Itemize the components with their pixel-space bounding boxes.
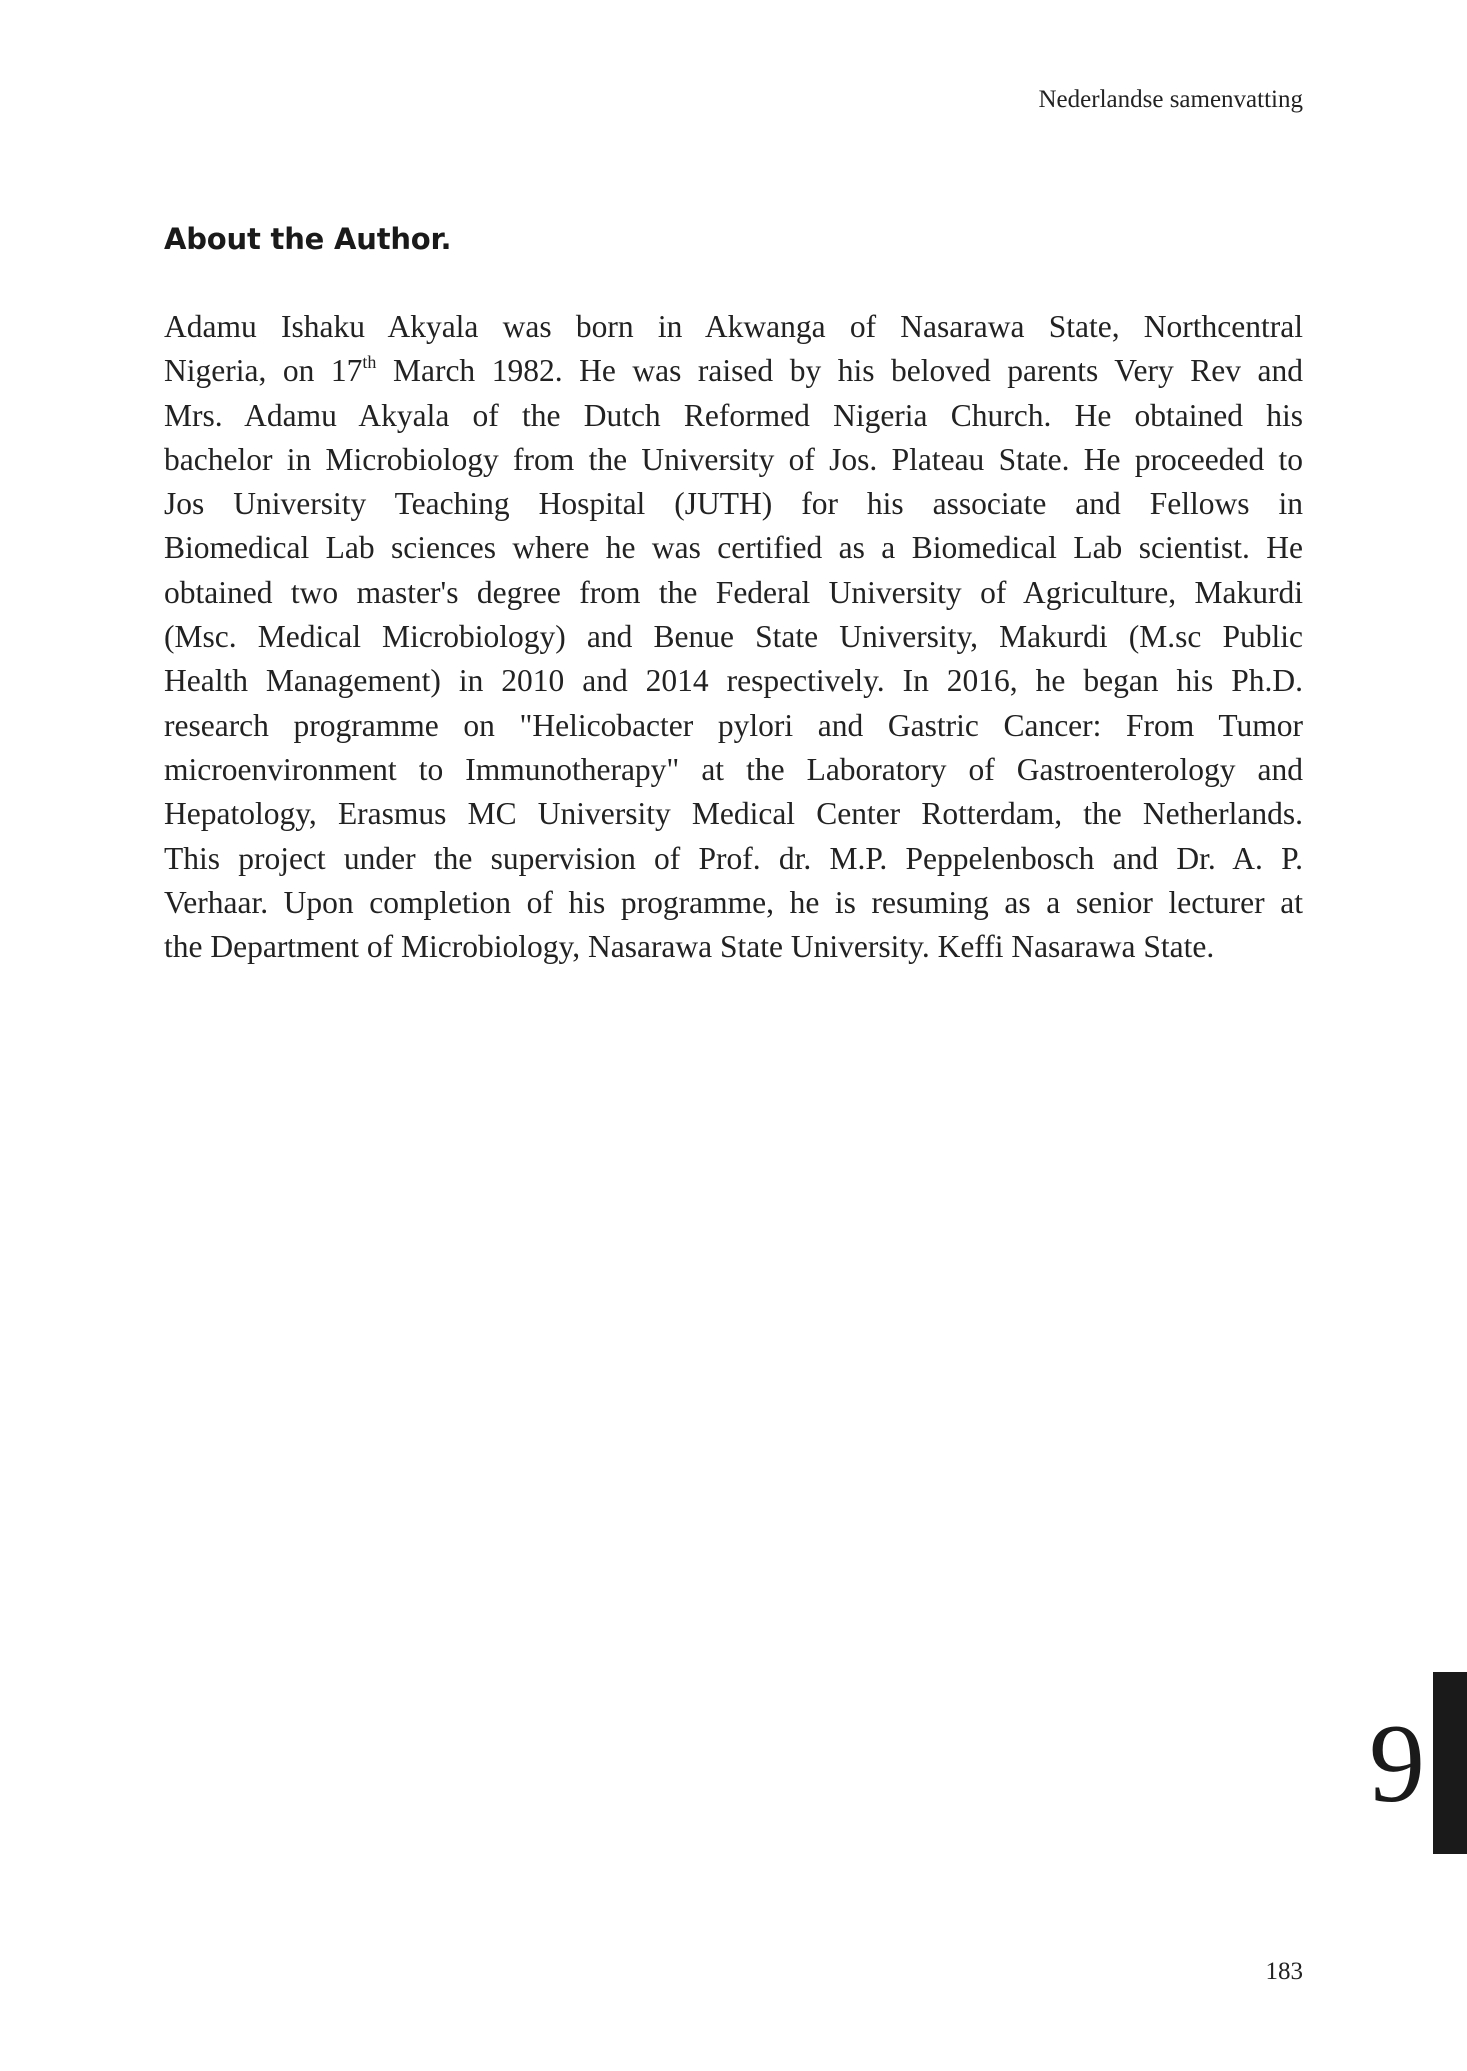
bio-line [164,349,1303,393]
bio-line: obtained two master's degree from the Federal University of Agriculture, Makurdi [164,574,1303,610]
bio-line: Hepatology, Erasmus MC University Medical Center Rotterdam, the Netherlands. [164,796,1303,832]
bio-line: Mrs. Adamu Akyala of the Dutch Reformed Nigeria Church. He obtained his [164,397,1303,433]
bio-line: Biomedical Lab sciences where he was certified as a Biomedical Lab scientist. He [164,530,1303,566]
bio-line: Verhaar. Upon completion of his programme, he is resuming as a senior lecturer at [164,884,1303,920]
bio-line: bachelor in Microbiology from the University of Jos. Plateau State. He proceeded to [164,441,1303,477]
chapter-number: 9 [1369,1702,1425,1826]
bio-line: Jos University Teaching Hospital (JUTH) for his associate and Fellows in [164,486,1303,522]
page-number: 183 [1265,1958,1303,1985]
bio-line: research programme on "Helicobacter pylori and Gastric Cancer: From Tumor [164,707,1303,743]
bio-line: Adamu Ishaku Akyala was born in Akwanga of Nasarawa State, Northcentral [164,309,1303,344]
bio-text: March 1982. He was raised by his beloved parents Very Rev and [376,353,1303,389]
section-title: About the Author. [164,222,452,256]
bio-line: (Msc. Medical Microbiology) and Benue State University, Makurdi (M.sc Public [164,619,1303,655]
running-header: Nederlandse samenvatting [1038,86,1303,113]
bio-line: microenvironment to Immunotherapy" at the Laboratory of Gastroenterology and [164,751,1303,787]
bio-line: This project under the supervision of Prof. dr. M.P. Peppelenbosch and Dr. A. P. [164,840,1303,876]
bio-text: Nigeria, on 17 [164,353,363,389]
chapter-thumb-tab [1433,1672,1467,1854]
author-biography [164,305,1303,969]
bio-line: the Department of Microbiology, Nasarawa State University. Keffi Nasarawa State. [164,929,1215,965]
bio-line: Health Management) in 2010 and 2014 respectively. In 2016, he began his Ph.D. [164,663,1303,699]
ordinal-suffix: th [362,352,377,373]
